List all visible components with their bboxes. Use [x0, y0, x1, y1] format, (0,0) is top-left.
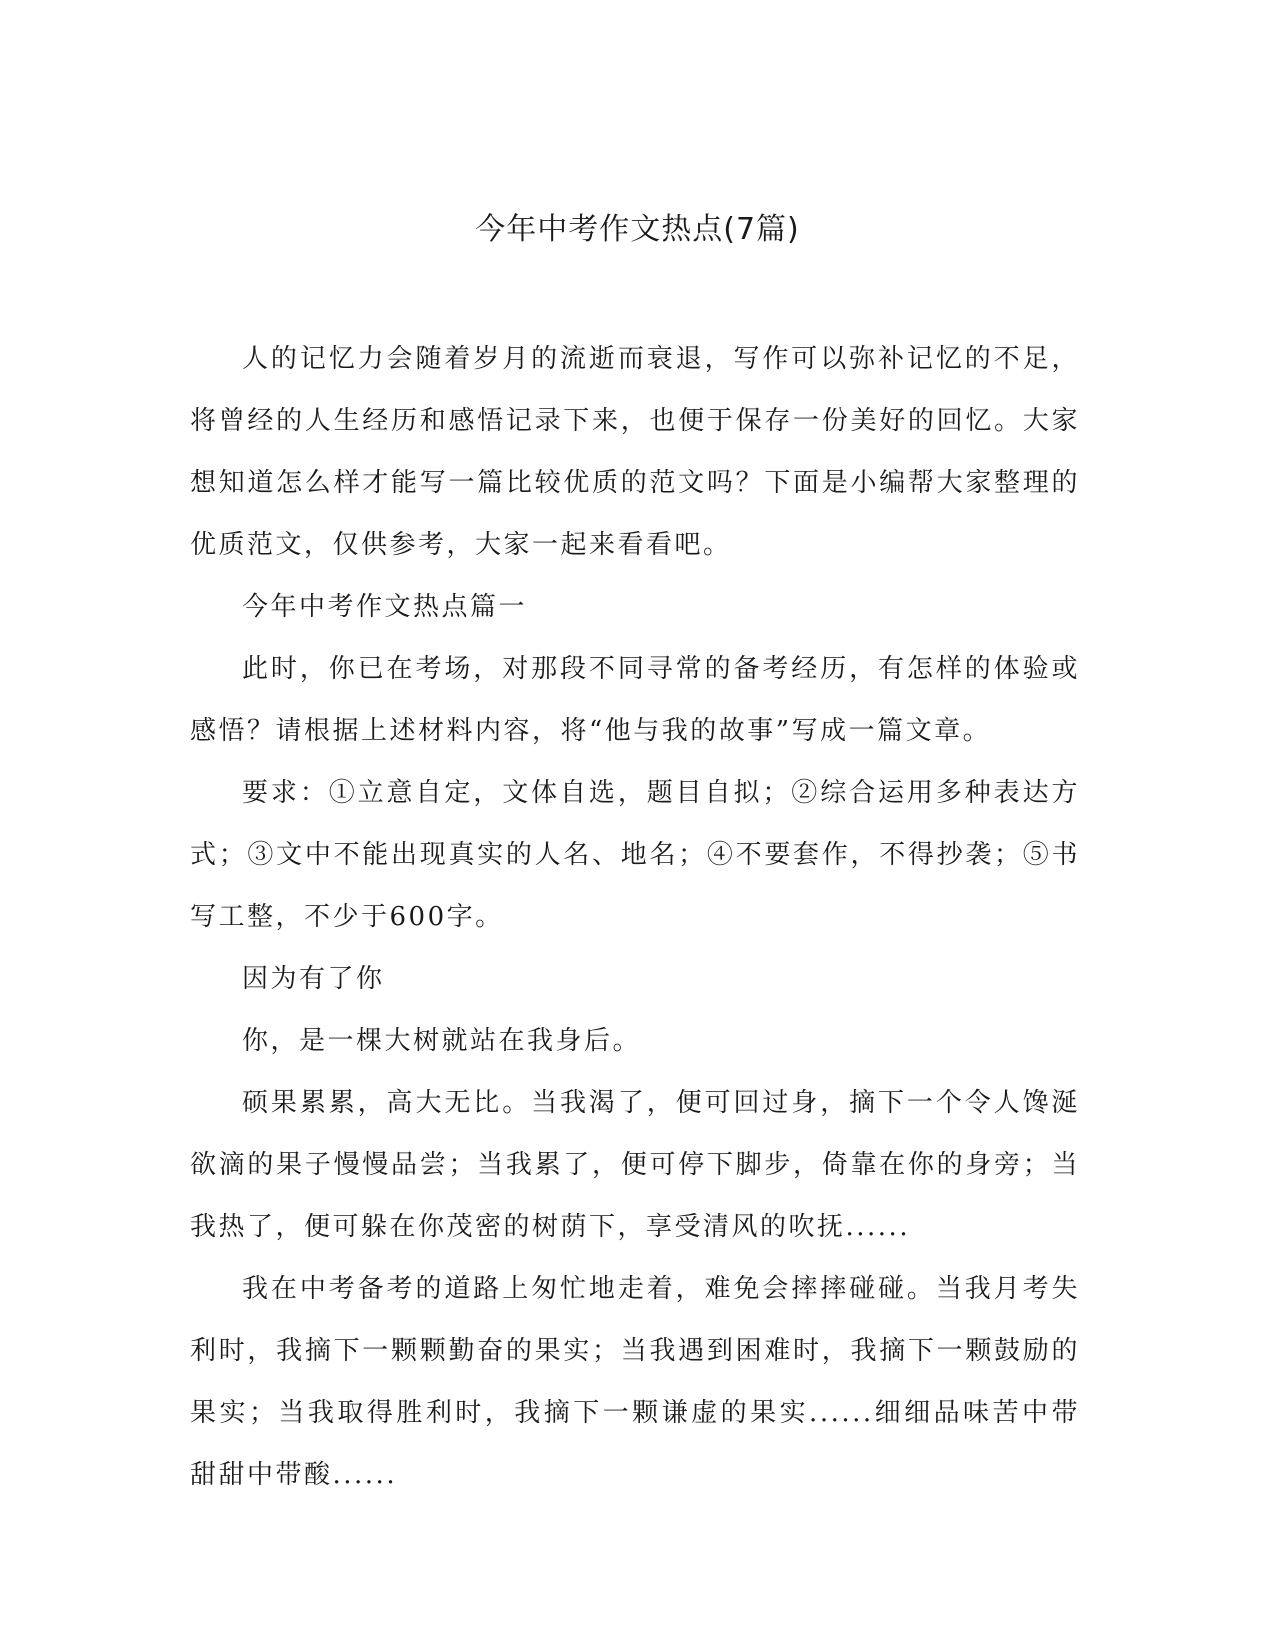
paragraph-requirements: 要求：①立意自定，文体自选，题目自拟；②综合运用多种表达方式；③文中不能出现真实的人名、地名；④不要套作，不得抄袭；⑤书写工整，不少于600字。: [190, 778, 1080, 932]
paragraph-intro: 人的记忆力会随着岁月的流逝而衰退，写作可以弥补记忆的不足，将曾经的人生经历和感悟记录下来，也便于保存一份美好的回忆。大家想知道怎么样才能写一篇比较优质的范文吗？下面是小编帮大家整理的优质范文，仅供参考，大家一起来看看吧。: [190, 344, 1080, 560]
paragraph-prompt: 此时，你已在考场，对那段不同寻常的备考经历，有怎样的体验或感悟？请根据上述材料内容，将“他与我的故事”写成一篇文章。: [190, 654, 1080, 746]
paragraph: 我在中考备考的道路上匆忙地走着，难免会摔摔碰碰。当我月考失利时，我摘下一颗颗勤奋的果实；当我遇到困难时，我摘下一颗鼓励的果实；当我取得胜利时，我摘下一颗谦虚的果实......细细品味苦中带甜甜中带酸......: [190, 1274, 1080, 1490]
document-body: [190, 328, 1080, 1506]
section-heading: 今年中考作文热点篇一: [242, 592, 528, 622]
paragraph: 硕果累累，高大无比。当我渴了，便可回过身，摘下一个令人馋涎欲滴的果子慢慢品尝；当我累了，便可停下脚步，倚靠在你的身旁；当我热了，便可躲在你茂密的树荫下，享受清风的吹抚......: [190, 1088, 1080, 1242]
essay-title: 因为有了你: [242, 964, 385, 994]
document-title: 今年中考作文热点(7篇): [475, 212, 800, 247]
paragraph: 你，是一棵大树就站在我身后。: [242, 1026, 642, 1056]
